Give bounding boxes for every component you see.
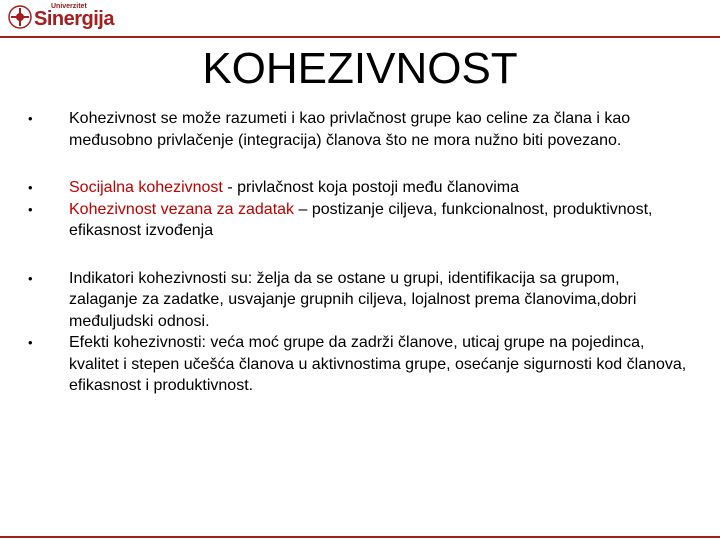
bullet-text bbox=[69, 199, 688, 242]
bullet-rest: – postizanje ciljeva, funkcionalnost, produktivnost, efikasnost izvođenja bbox=[69, 200, 653, 239]
bullet-item bbox=[28, 268, 688, 333]
university-logo bbox=[8, 2, 114, 34]
bullet-lead: Socijalna kohezivnost bbox=[69, 179, 223, 196]
bullet-text: Efekti kohezivnosti: veća moć grupe da zadrži članove, uticaj grupe na pojedinca, kvalitet i stepen učešća članova u aktivnostima grupe, osećanje sigurnosti kod članova, efikasnost i produktivnost. bbox=[69, 334, 687, 394]
header-rule bbox=[0, 36, 720, 38]
logo-name: Sinergija bbox=[34, 8, 114, 30]
bullet-group-1 bbox=[28, 108, 688, 151]
sinergija-emblem-icon bbox=[8, 5, 32, 29]
bullet-dot: • bbox=[28, 270, 33, 286]
bullet-lead: Kohezivnost vezana za zadatak bbox=[69, 200, 295, 218]
bullet-list bbox=[28, 108, 688, 423]
bullet-dot: • bbox=[28, 111, 33, 126]
bullet-group-2 bbox=[28, 177, 688, 242]
bullet-item bbox=[28, 199, 688, 242]
bullet-group-3 bbox=[28, 268, 688, 397]
bullet-text bbox=[69, 177, 688, 199]
bullet-item bbox=[28, 108, 688, 151]
bullet-item bbox=[28, 332, 688, 397]
logo-subtitle: Univerzitet bbox=[51, 3, 87, 10]
footer-rule bbox=[0, 536, 720, 538]
bullet-text: Kohezivnost se može razumeti i kao privlačnost grupe kao celine za člana i kao međusobno privlačenje (integracija) članova što ne mora nužno biti povezano. bbox=[69, 110, 631, 149]
bullet-rest: - privlačnost koja postoji među članovima bbox=[222, 179, 520, 196]
bullet-item bbox=[28, 177, 688, 199]
bullet-dot: • bbox=[28, 335, 33, 350]
slide-title: KOHEZIVNOST bbox=[202, 44, 518, 93]
bullet-dot: • bbox=[28, 180, 33, 195]
bullet-text: Indikatori kohezivnosti su: želja da se ostane u grupi, identifikacija sa grupom, zalaganje za zadatke, usvajanje grupnih ciljeva, lojalnost prema članovima,dobri međuljudski odnosi. bbox=[69, 269, 637, 330]
bullet-dot: • bbox=[28, 201, 33, 217]
